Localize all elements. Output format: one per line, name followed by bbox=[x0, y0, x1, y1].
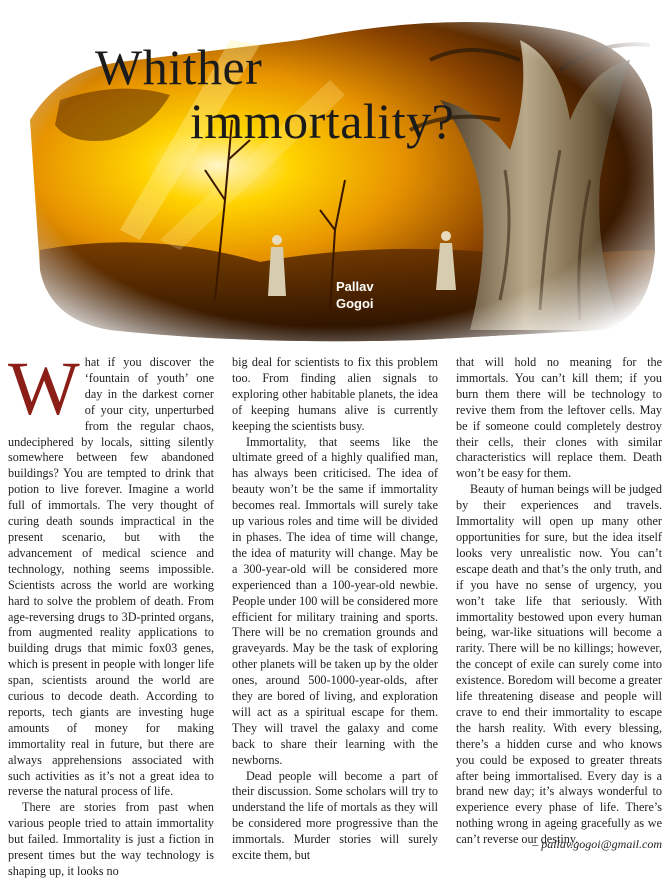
paragraph: big deal for scientists to fix this problem too. From finding alien signals to exploring other habitable planets, the idea of keeping humans alive is currently keeping the scientists busy. bbox=[232, 355, 438, 433]
author-email-signature: – pallav.gogoi@gmail.com bbox=[532, 837, 662, 852]
headline-line-2: immortality? bbox=[190, 93, 455, 149]
author-byline bbox=[336, 278, 374, 312]
paragraph: that will hold no meaning for the immortals. You can’t kill them; if you burn them there will be technology to revive them from the leftover cells. May be if someone could completely destroy their cells, their clones with similar characteristics will replace them. Death won’t be easy for them. bbox=[456, 355, 662, 481]
paragraph: Dead people will become a part of their discussion. Some scholars will try to understand the life of mortals as they will be considered more progressive than the immortals. Murder stories will surely excite them, but bbox=[232, 768, 438, 863]
paragraph: hat if you discover the ‘fountain of youth’ one day in the darkest corner of your city, unperturbed from the regular chaos, undeciphered by locals, sitting silently somewhere between few abandoned buildings? You are tempted to drink that potion to live forever. Imagine a world full of immortals. The very thought of curing death sounds impractical in the present scenario, but with the advancement of medical science and technology, nothing seems impossible. Scientists across the world are working hard to solve the problem of death. From age-reversing drugs to 3D-printed organs, from augmented reality applications to building drugs that mimic fox03 genes, which is present in people with longer life span, scientists around the world are curious to decode death. According to reports, tech giants are investing huge amounts of money for making immortality real in future, but there are always apprehensions associated with such activities as it’s not a great idea to reverse the natural process of life. bbox=[8, 355, 214, 799]
article-column-3 bbox=[456, 355, 662, 853]
hero-illustration bbox=[0, 0, 663, 345]
author-last-name: Gogoi bbox=[336, 296, 374, 311]
article-column-2 bbox=[232, 355, 438, 863]
drop-cap-letter: W bbox=[8, 347, 80, 431]
article-body bbox=[8, 347, 662, 878]
headline-line-1: Whither bbox=[95, 39, 263, 95]
paragraph: There are stories from past when various people tried to attain immortality but failed. Immortality is just a fiction in present times but the way technology is shaping up, it looks no bbox=[8, 800, 214, 878]
author-first-name: Pallav bbox=[336, 279, 374, 294]
paragraph: Immortality, that seems like the ultimate greed of a highly qualified man, has always been criticised. The idea of beauty won’t be the same if immortality becomes real. Immortals will surely take up various roles and time will be divided in phases. The idea of time will change, the idea of maturity will change. May be a 300-year-old will be considered more experienced than a 100-year-old newbie. People under 100 will be considered more efficient for military training and sports. There will be no cremation grounds and graveyards. May be the task of exploring other planets will be taken up by the older ones, around 500-1000-year-olds, after they are bored of living, and exploration will act as a spiritual escape for them. They will travel the galaxy and come back to share their learning with the newborns. bbox=[232, 434, 438, 767]
paragraph: Beauty of human beings will be judged by their experiences and travels. Immortality will open up many other opportunities for sure, but the idea itself looks very unrealistic now. You can’t escape death and that’s the only truth, and if you have no sense of urgency, you won’t take life that seriously. With immortality bestowed upon every human being, war-like situations will become a rarity. There will be no killings; however, the concept of exile can surely come into existence. Boredom will become a greater life threatening disease and people will crave to end their immortality to escape the harsh reality. With every blessing, there’s a hidden curse and who knows you could be exposed to greater threats after being immortalised. Every day is a brand new day; it’s always wonderful to experience every phase of life. There’s nothing wrong in ageing gracefully as we can’t reverse our destiny. bbox=[456, 482, 662, 847]
article-column-1 bbox=[8, 347, 214, 878]
